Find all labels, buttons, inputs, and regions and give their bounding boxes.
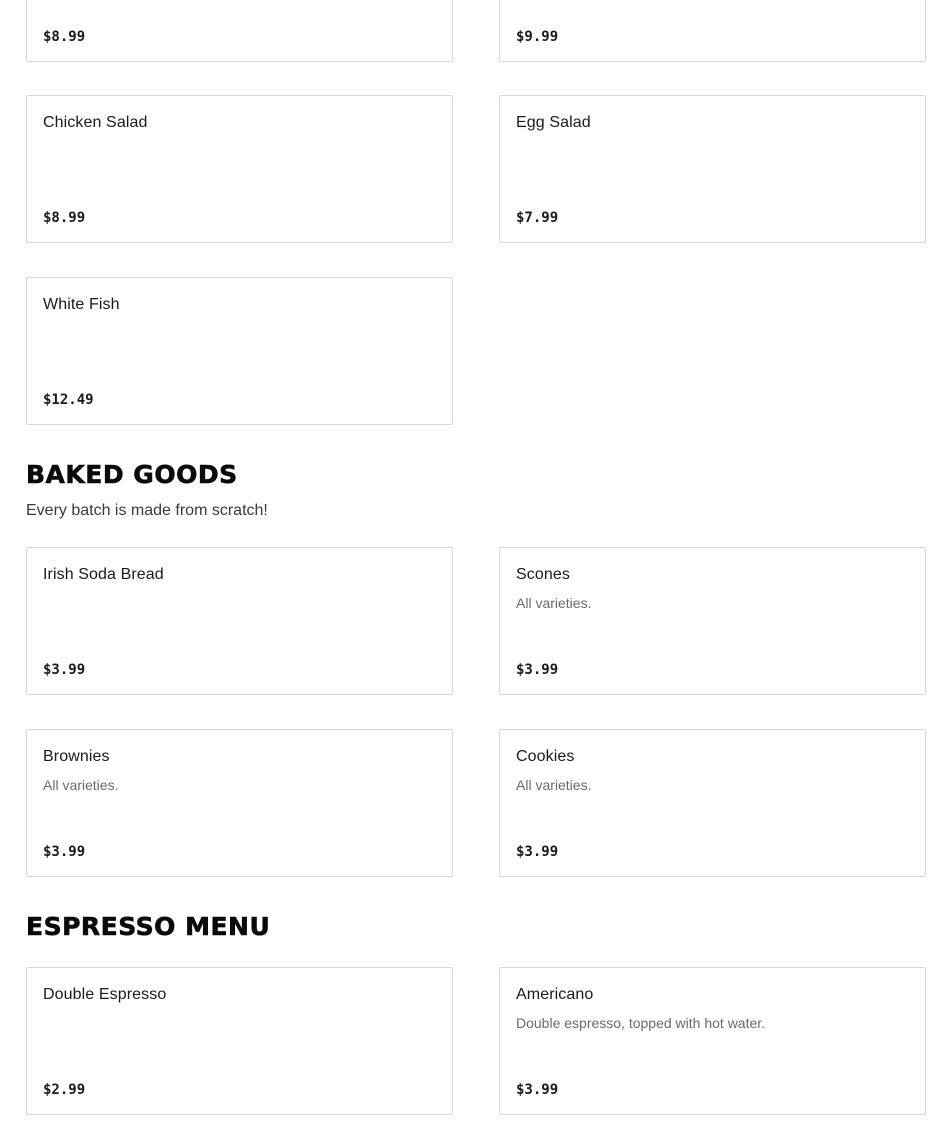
menu-item-price: $8.99 bbox=[43, 210, 86, 226]
menu-item-card[interactable] bbox=[26, 729, 453, 877]
menu-item-description: All varieties. bbox=[516, 595, 592, 611]
menu-item-price: $3.99 bbox=[516, 662, 559, 678]
menu-item-name: Scones bbox=[516, 566, 570, 583]
menu-item-description: All varieties. bbox=[516, 777, 592, 793]
menu-item-name: White Fish bbox=[43, 296, 120, 313]
menu-item-price: $7.99 bbox=[516, 210, 559, 226]
section-subtitle: Every batch is made from scratch! bbox=[26, 502, 268, 519]
menu-item-name: Chicken Salad bbox=[43, 114, 148, 131]
menu-item-price: $3.99 bbox=[43, 844, 86, 860]
menu-item-card[interactable] bbox=[499, 967, 926, 1115]
menu-item-price: $2.99 bbox=[43, 1082, 86, 1098]
section-title-baked-goods: BAKED GOODS bbox=[26, 460, 238, 489]
menu-item-price: $3.99 bbox=[43, 662, 86, 678]
menu-item-price: $9.99 bbox=[516, 29, 559, 45]
menu-item-card[interactable] bbox=[499, 0, 926, 62]
menu-item-description: All varieties. bbox=[43, 777, 119, 793]
menu-item-card[interactable] bbox=[26, 0, 453, 62]
menu-item-price: $3.99 bbox=[516, 844, 559, 860]
menu-item-card[interactable] bbox=[26, 277, 453, 425]
menu-item-card[interactable] bbox=[26, 967, 453, 1115]
menu-item-name: Irish Soda Bread bbox=[43, 566, 164, 583]
menu-item-card[interactable] bbox=[26, 95, 453, 243]
menu-item-card[interactable] bbox=[26, 547, 453, 695]
menu-item-name: Double Espresso bbox=[43, 986, 167, 1003]
menu-item-description: Double espresso, topped with hot water. bbox=[516, 1015, 766, 1031]
menu-item-card[interactable] bbox=[499, 95, 926, 243]
menu-item-card[interactable] bbox=[499, 547, 926, 695]
menu-item-name: Egg Salad bbox=[516, 114, 591, 131]
section-title-espresso-menu: ESPRESSO MENU bbox=[26, 912, 271, 941]
menu-item-name: Brownies bbox=[43, 748, 110, 765]
menu-item-name: Cookies bbox=[516, 748, 575, 765]
menu-item-price: $8.99 bbox=[43, 29, 86, 45]
menu-item-name: Americano bbox=[516, 986, 594, 1003]
menu-item-price: $3.99 bbox=[516, 1082, 559, 1098]
menu-item-price: $12.49 bbox=[43, 392, 94, 408]
menu-item-card[interactable] bbox=[499, 729, 926, 877]
